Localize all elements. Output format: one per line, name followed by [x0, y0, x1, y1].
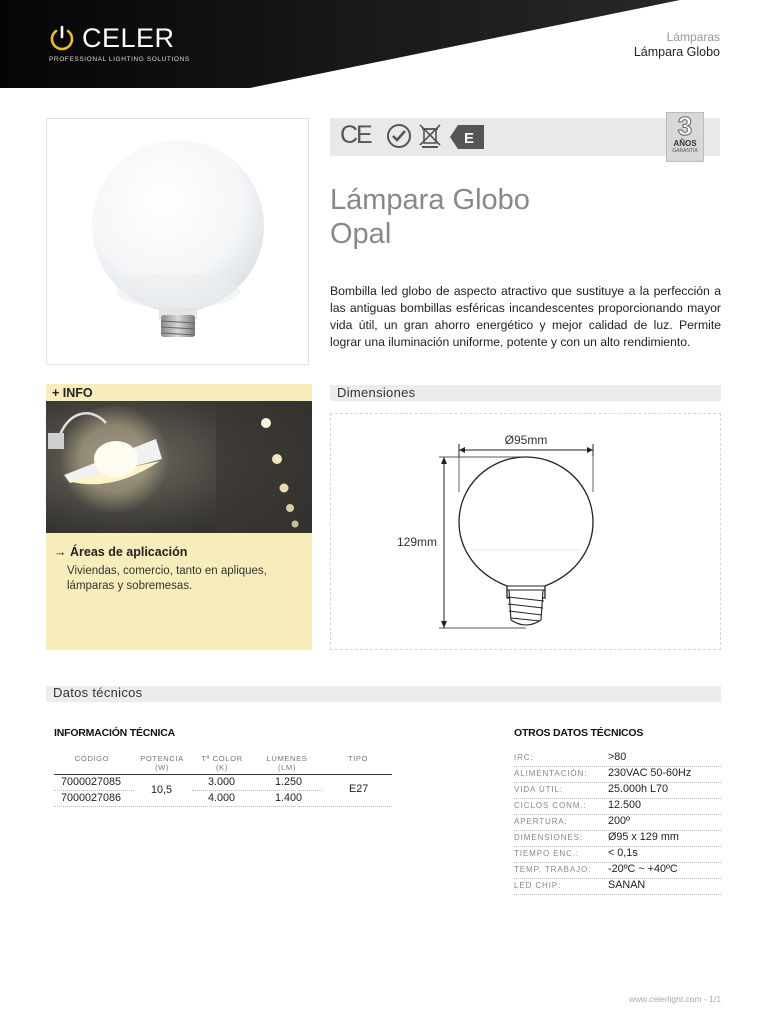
product-title-line1: Lámpara Globo: [330, 184, 530, 216]
energy-class-text: E: [463, 130, 475, 147]
rohs-icon: [386, 123, 412, 155]
row2-color: 4.000: [208, 792, 236, 804]
spec-label: ALIMENTACIÓN:: [514, 769, 588, 778]
merged-power: 10,5: [151, 784, 173, 796]
product-description: Bombilla led globo de aspecto atractivo que sustituye a la perfección a las antiguas bombillas esféricas incandescentes proporcionando mayor vida útil, un gran ahorro energético y mejor calidad de luz. Permite lograr una iluminación uniforme, potente y con un alto rendimiento.: [330, 284, 721, 349]
merged-type: E27: [349, 783, 369, 795]
col-power-label: POTENCIA: [140, 754, 184, 763]
application-text-line1: Viviendas, comercio, tanto en apliques,: [67, 565, 267, 577]
col-type: [328, 754, 388, 763]
row1-code: 7000027085: [61, 776, 122, 788]
row-divider: [54, 790, 134, 791]
height-label: 129mm: [397, 535, 438, 549]
arrow-right-icon: →: [54, 545, 67, 559]
table-header-rule: [54, 774, 392, 775]
warranty-sub: GARANTÍA: [672, 148, 698, 154]
application-text-line2: lámparas y sobremesas.: [67, 579, 193, 592]
spec-label: VIDA ÚTIL:: [514, 785, 564, 794]
globe-bulb-image: [47, 119, 310, 366]
weee-bin-icon: [418, 123, 442, 155]
product-image: [46, 118, 309, 365]
product-title-line2: Opal: [330, 218, 392, 250]
spec-label: APERTURA:: [514, 817, 568, 826]
col-type-label: TIPO: [347, 754, 369, 763]
certifications-bar: [330, 118, 720, 156]
spec-value: >80: [608, 751, 627, 763]
application-photo: [46, 401, 312, 533]
info-heading: + INFO: [52, 386, 93, 400]
col-power: [132, 754, 192, 772]
col-color: [192, 754, 252, 772]
other-tech-title: OTROS DATOS TÉCNICOS: [514, 727, 644, 739]
breadcrumb-product: Lámpara Globo: [633, 45, 720, 59]
power-icon: [48, 24, 76, 52]
warranty-label: AÑOS: [673, 139, 697, 148]
spec-value: Ø95 x 129 mm: [608, 831, 679, 843]
application-areas-label: Áreas de aplicación: [69, 545, 188, 559]
warranty-years: 3: [677, 111, 693, 141]
dimensions-section-label: Dimensiones: [337, 385, 416, 400]
product-title: [330, 183, 530, 251]
spec-value: SANAN: [608, 879, 646, 891]
spec-value: -20ºC ~ +40ºC: [608, 863, 678, 875]
row1-lumens: 1.250: [275, 776, 303, 788]
spec-value: 25.000h L70: [608, 783, 669, 795]
row2-lumens: 1.400: [275, 792, 303, 804]
col-lumens-label: LÚMENES: [266, 754, 308, 763]
spec-value: 230VAC 50-60Hz: [608, 767, 692, 779]
logo-tagline: PROFESSIONAL LIGHTING SOLUTIONS: [49, 56, 190, 63]
warranty-badge: [666, 112, 704, 162]
application-areas-title: [54, 545, 187, 559]
col-code-label: CÓDIGO: [74, 754, 110, 763]
brand-logo[interactable]: [48, 24, 175, 52]
col-lumens-unit: (LM): [277, 763, 296, 772]
spec-label: DIMENSIONES:: [514, 833, 584, 842]
spec-value: < 0,1s: [608, 847, 638, 859]
col-color-label: Tª COLOR: [201, 754, 243, 763]
spec-label: TIEMPO ENC.:: [514, 849, 580, 858]
ce-mark: CE: [340, 121, 371, 149]
logo-text: CELER: [82, 23, 175, 53]
col-power-unit: (W): [154, 763, 170, 772]
col-code: [62, 754, 122, 763]
row-divider: [192, 790, 322, 791]
spec-value: 200º: [608, 815, 630, 827]
spec-label: TEMP. TRABAJO:: [514, 865, 592, 874]
tech-section-label: Datos técnicos: [53, 685, 143, 700]
col-color-unit: (K): [216, 763, 228, 772]
spec-label: CICLOS CONM.:: [514, 801, 587, 810]
breadcrumb-category[interactable]: Lámparas: [666, 30, 720, 44]
table-bottom-rule: [54, 806, 392, 807]
footer-link[interactable]: www.celerlight.com - 1/1: [628, 994, 721, 1004]
col-lumens: [257, 754, 317, 772]
width-label: Ø95mm: [504, 433, 548, 447]
spec-value: 12.500: [608, 799, 642, 811]
row1-color: 3.000: [208, 776, 236, 788]
application-areas-text: [67, 564, 297, 593]
dimensions-drawing: [330, 413, 721, 650]
spec-label: IRC:: [514, 753, 534, 762]
spec-label: LED CHIP:: [514, 881, 562, 890]
tech-info-title: INFORMACIÓN TÉCNICA: [54, 727, 176, 739]
row2-code: 7000027086: [61, 792, 122, 804]
energy-class-badge: [450, 125, 484, 155]
tech-section-bar: [46, 686, 721, 702]
